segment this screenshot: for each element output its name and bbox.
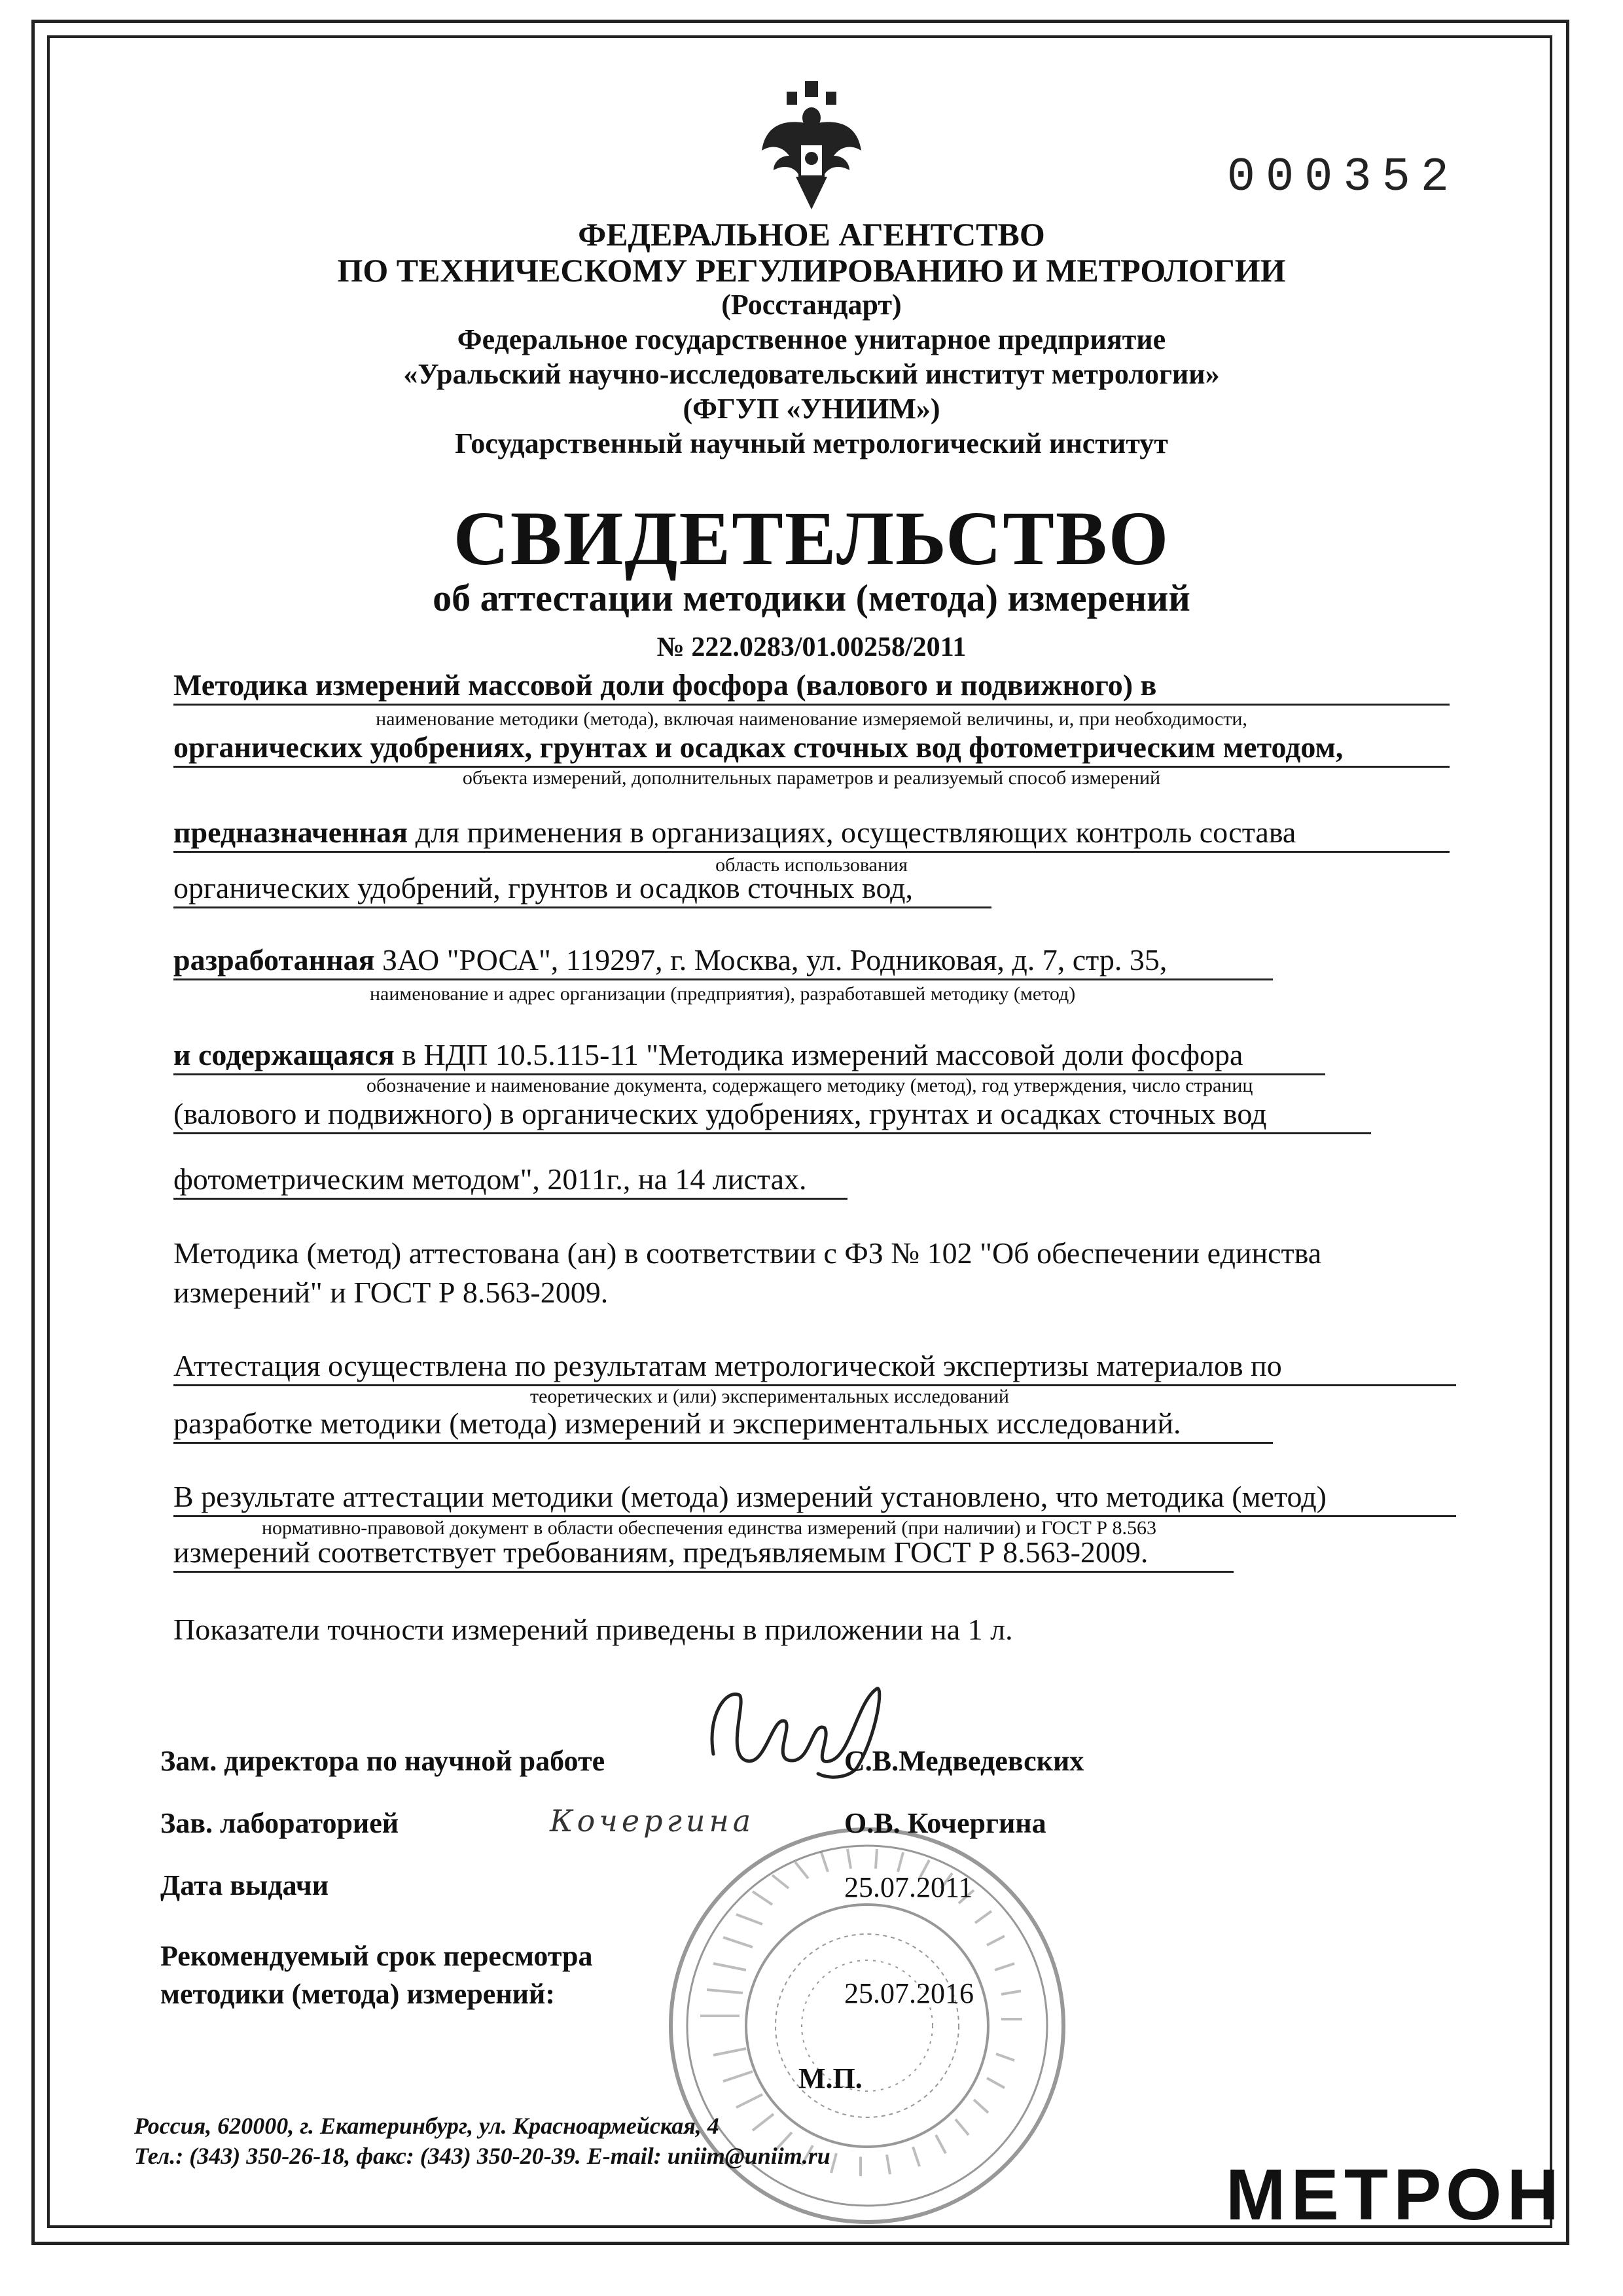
developer-line [173,942,1273,980]
document-title: СВИДЕТЕЛЬСТВО [453,495,1170,581]
contained-hint: обозначение и наименование документа, содержащего методику (метод), год утверждения, число страниц [366,1075,1253,1096]
attestation-hint: теоретических и (или) экспериментальных исследований [530,1386,1009,1407]
deputy-name: С.В.Медведевских [844,1745,1084,1777]
agency-line-3: (Росстандарт) [721,289,902,321]
coat-of-arms-icon [759,79,864,216]
attestation-line-2: разработке методики (метода) измерений и экспериментальных исследований. [173,1406,1273,1444]
lab-handwritten-signature: Кочергина [550,1803,755,1839]
purpose-text: для применения в организациях, осуществляющих контроль состава [415,816,1296,849]
seal-mark: М.П. [798,2062,863,2094]
purpose-label: предназначенная [173,816,408,849]
agency-line-2: ПО ТЕХНИЧЕСКОМУ РЕГУЛИРОВАНИЮ И МЕТРОЛОГИИ [337,252,1286,289]
agency-line-1: ФЕДЕРАЛЬНОЕ АГЕНТСТВО [578,216,1045,253]
review-label-2: методики (метода) измерений: [160,1978,556,2010]
deputy-label: Зам. директора по научной работе [160,1745,605,1777]
purpose-line-1 [173,815,1450,853]
result-hint: нормативно-правовой документ в области обеспечения единства измерений (при наличии) и ГОСТ Р 8.563 [262,1517,1156,1539]
footer-contacts: Тел.: (343) 350-26-18, факс: (343) 350-20-39. E-mail: uniim@uniim.ru [134,2143,830,2169]
footer-address: Россия, 620000, г. Екатеринбург, ул. Красноармейская, 4 [134,2113,719,2139]
contained-text: в НДП 10.5.115-11 "Методика измерений массовой доли фосфора [402,1038,1243,1071]
contained-line-2: (валового и подвижного) в органических удобрениях, грунтах и осадках сточных вод [173,1096,1371,1134]
purpose-hint: область использования [715,854,908,876]
contained-label: и содержащаяся [173,1038,395,1071]
developer-hint: наименование и адрес организации (предприятия), разработавшей методику (метод) [370,983,1076,1005]
method-hint-2: объекта измерений, дополнительных параметров и реализуемый способ измерений [462,767,1161,789]
method-line-1: Методика измерений массовой доли фосфора (валового и подвижного) в [173,668,1450,706]
review-date: 25.07.2016 [844,1977,974,2009]
certified-line-2: измерений" и ГОСТ Р 8.563-2009. [173,1276,609,1309]
agency-line-7: Государственный научный метрологический институт [455,427,1168,459]
certified-line-1: Методика (метод) аттестована (ан) в соответствии с ФЗ № 102 "Об обеспечении единства [173,1236,1322,1270]
metron-logo: МЕТРОН [1225,2155,1564,2235]
method-line-2: органических удобрениях, грунтах и осадках сточных вод фотометрическим методом, [173,730,1450,768]
result-line-1: В результате аттестации методики (метода) измерений установлено, что методика (метод) [173,1479,1456,1517]
agency-line-4: Федеральное государственное унитарное предприятие [457,323,1166,355]
contained-line-3: фотометрическим методом", 2011г., на 14 листах. [173,1162,847,1200]
result-line-2: измерений соответствует требованиям, предъявляемым ГОСТ Р 8.563-2009. [173,1535,1234,1573]
accuracy-note: Показатели точности измерений приведены в приложении на 1 л. [173,1613,1013,1646]
document-subtitle: об аттестации методики (метода) измерений [433,577,1190,619]
serial-number: 000352 [1226,151,1459,204]
review-label [160,1937,592,2013]
developer-label: разработанная [173,943,375,977]
issue-label: Дата выдачи [160,1869,329,1901]
method-hint-1: наименование методики (метода), включая наименование измеряемой величины, и, при необходимости, [376,708,1247,730]
agency-line-6: (ФГУП «УНИИМ») [683,393,940,425]
lab-label: Зав. лабораторией [160,1807,399,1839]
issue-date: 25.07.2011 [844,1871,973,1903]
review-label-1: Рекомендуемый срок пересмотра [160,1940,593,1972]
certified-text [173,1234,1482,1312]
attestation-line-1: Аттестация осуществлена по результатам метрологической экспертизы материалов по [173,1348,1456,1386]
agency-line-5: «Уральский научно-исследовательский институт метрологии» [403,358,1220,390]
purpose-line-2: органических удобрений, грунтов и осадков сточных вод, [173,870,991,908]
document-number: № 222.0283/01.00258/2011 [656,632,967,662]
developer-text: ЗАО "РОСА", 119297, г. Москва, ул. Родниковая, д. 7, стр. 35, [382,943,1168,977]
lab-name: О.В. Кочергина [844,1807,1046,1839]
contained-line-1 [173,1037,1325,1075]
